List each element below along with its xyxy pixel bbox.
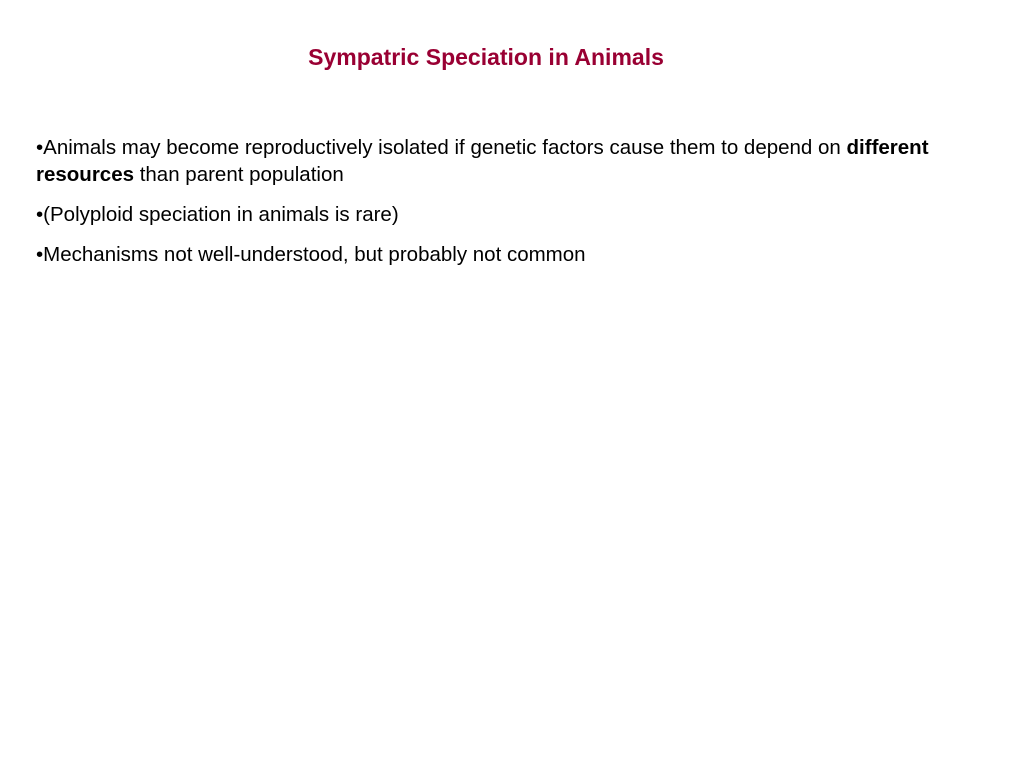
bullet-1-suffix: than parent population — [134, 163, 344, 186]
bullet-1-bold: different resources — [36, 136, 929, 186]
bullet-3-text: •Mechanisms not well-understood, but probably not common — [36, 243, 586, 266]
bullet-item-3 — [36, 241, 996, 268]
bullet-1-prefix: •Animals may become reproductively isolated if genetic factors cause them to depend on — [36, 136, 847, 159]
slide-title: Sympatric Speciation in Animals — [308, 44, 664, 70]
bullet-item-1 — [36, 134, 996, 188]
bullet-2-text: •(Polyploid speciation in animals is rare) — [36, 203, 399, 226]
bullet-item-2 — [36, 201, 996, 228]
bullet-list — [36, 134, 996, 281]
